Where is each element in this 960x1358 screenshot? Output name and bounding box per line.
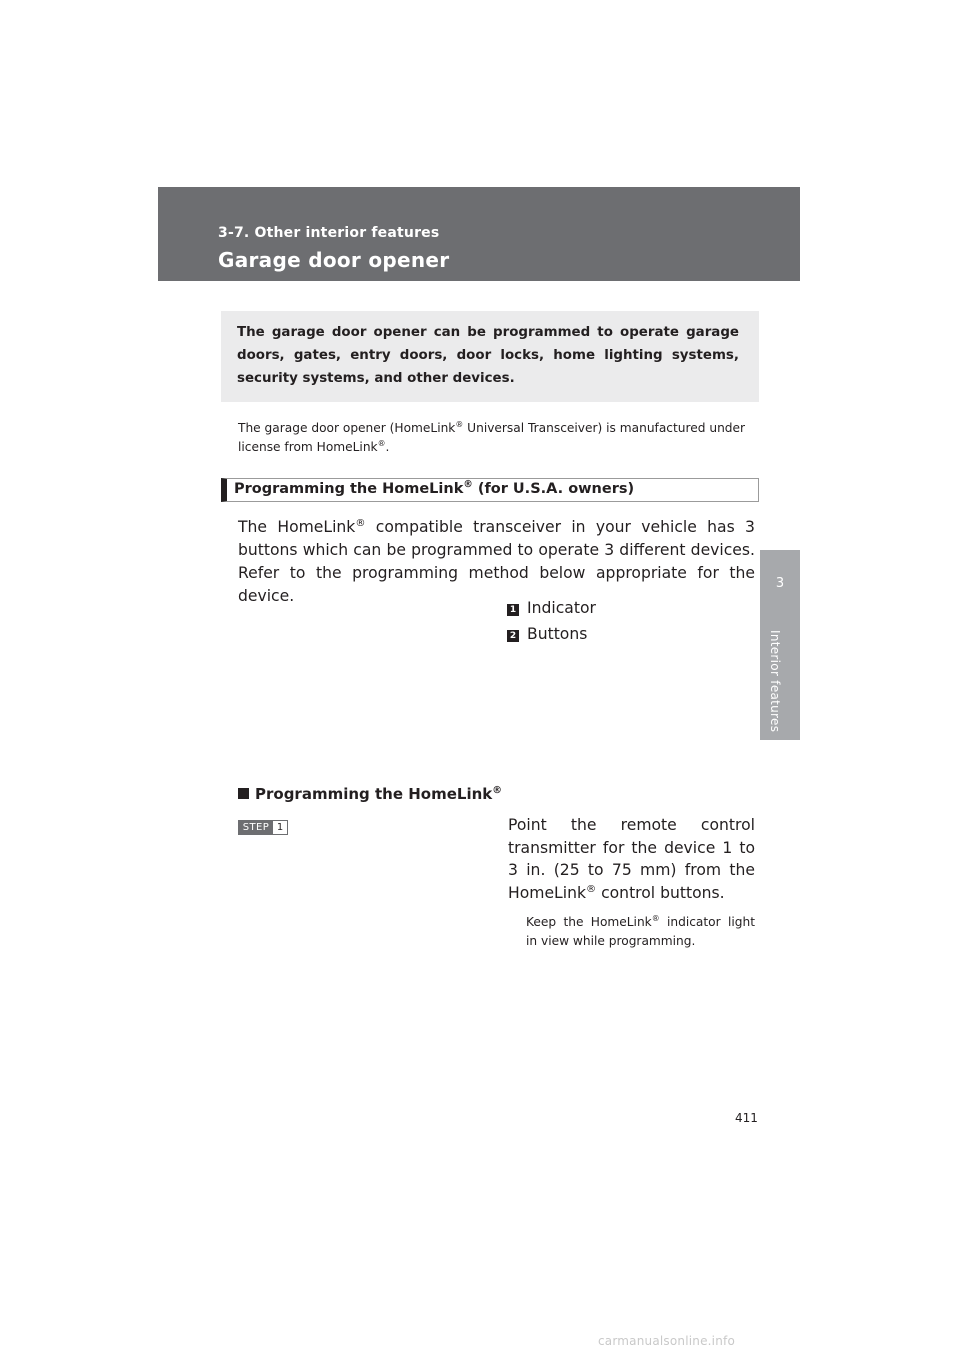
step-text-2: control buttons. bbox=[596, 883, 725, 902]
body-paragraph bbox=[238, 516, 755, 608]
step-badge bbox=[238, 820, 288, 835]
step-1-note bbox=[526, 913, 755, 951]
body-text-2: compatible transceiver in your vehicle has 3 buttons which can be programmed to operate 3 different devices. Refer to the programming method below appropriate for the device. bbox=[238, 518, 755, 605]
programming-heading bbox=[238, 785, 502, 803]
registered-mark: ® bbox=[492, 785, 503, 796]
chapter-tab-label: Interior features bbox=[768, 630, 782, 733]
section-label: 3-7. Other interior features bbox=[218, 225, 440, 241]
step-1-text bbox=[508, 814, 755, 904]
body-text-1: The HomeLink bbox=[238, 518, 356, 536]
step-note-text-1: Keep the HomeLink bbox=[526, 915, 652, 929]
step-word: STEP bbox=[239, 821, 273, 834]
subheading-text-1: Programming the HomeLink bbox=[234, 481, 464, 497]
header-band bbox=[158, 187, 800, 281]
callout-badge-2: 2 bbox=[507, 630, 519, 642]
subheading-text-2: (for U.S.A. owners) bbox=[472, 481, 635, 497]
chapter-tab bbox=[760, 550, 800, 740]
page-title: Garage door opener bbox=[218, 248, 450, 272]
legend-item-indicator bbox=[507, 599, 596, 617]
legend-label-indicator: Indicator bbox=[527, 599, 596, 617]
step-text-1: Point the remote control transmitter for the device 1 to 3 in. (25 to 75 mm) from the HomeLink bbox=[508, 816, 755, 902]
license-note-text-3: . bbox=[385, 440, 390, 454]
registered-mark: ® bbox=[585, 883, 597, 895]
subheading-text bbox=[234, 481, 634, 497]
watermark: carmanualsonline.info bbox=[598, 1334, 735, 1348]
callout-badge-1: 1 bbox=[507, 604, 519, 616]
registered-mark: ® bbox=[651, 913, 660, 923]
registered-mark: ® bbox=[455, 419, 464, 429]
intro-text: The garage door opener can be programmed to operate garage doors, gates, entry doors, door locks, home lighting systems, security systems, and other devices. bbox=[237, 325, 739, 386]
square-bullet-icon bbox=[238, 788, 249, 799]
step-note-text-2: indicator light in view while programming. bbox=[526, 915, 755, 948]
license-note-text-2: Universal Transceiver) is manufactured under license from HomeLink bbox=[238, 421, 746, 454]
registered-mark: ® bbox=[355, 517, 366, 529]
subheading-bar bbox=[221, 478, 759, 502]
chapter-tab-number: 3 bbox=[775, 576, 785, 591]
license-note-text-1: The garage door opener (HomeLink bbox=[238, 421, 456, 435]
license-note bbox=[238, 419, 758, 457]
legend-label-buttons: Buttons bbox=[527, 625, 588, 643]
step-number: 1 bbox=[276, 822, 284, 833]
programming-heading-text: Programming the HomeLink bbox=[255, 785, 493, 803]
legend-item-buttons bbox=[507, 625, 587, 643]
page-number: 411 bbox=[735, 1111, 758, 1125]
intro-box bbox=[221, 311, 759, 402]
registered-mark: ® bbox=[463, 479, 473, 491]
registered-mark: ® bbox=[377, 438, 386, 448]
